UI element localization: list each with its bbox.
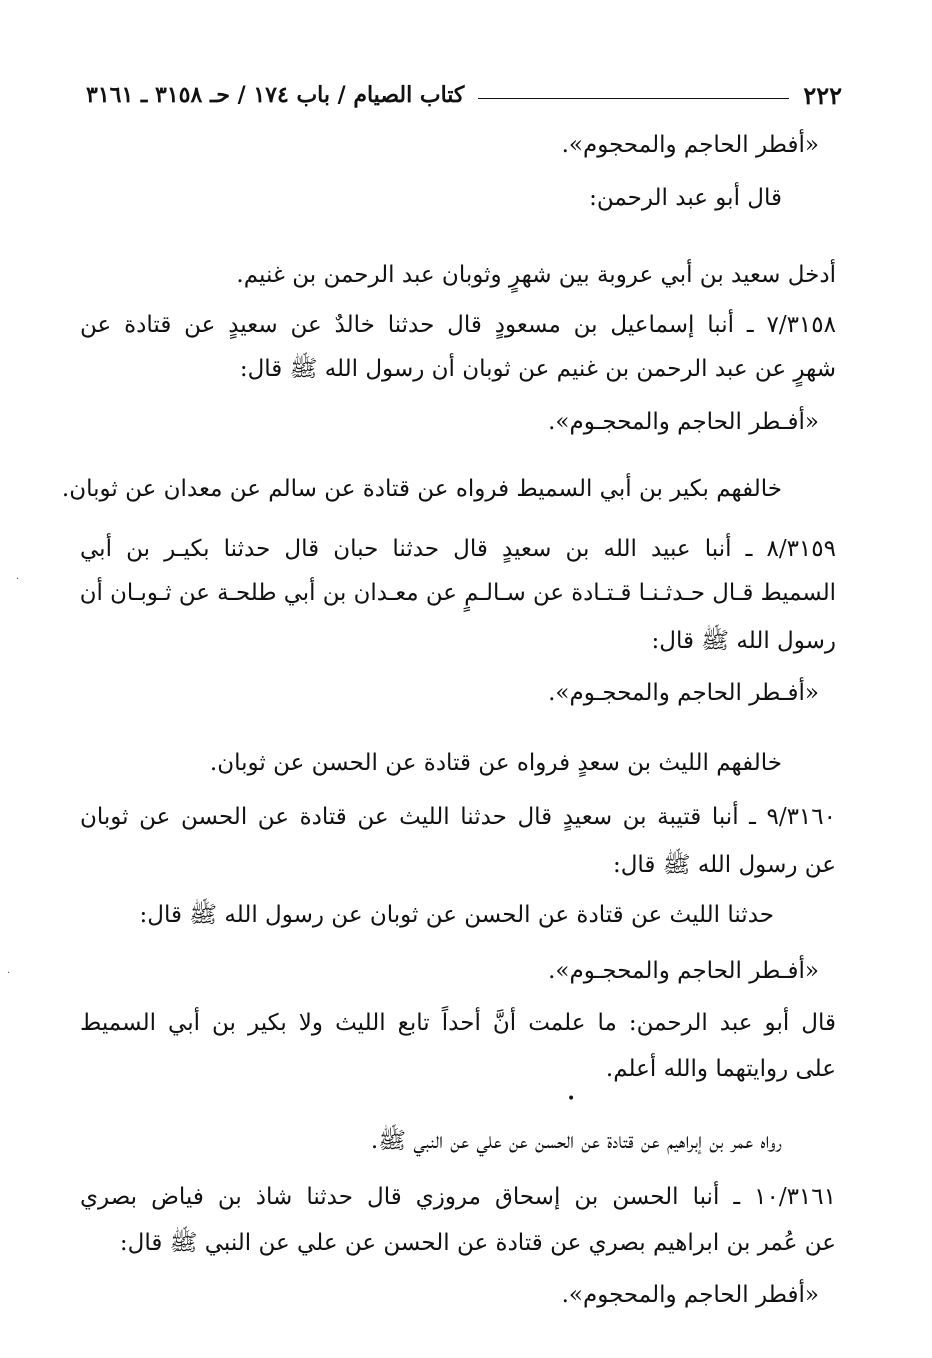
text-line: ١٠/٣١٦١ ـ أنبا الحسن بن إسحاق مروزي قال حدثنا شاذ بن فياض بصري bbox=[80, 1184, 836, 1210]
text-line: شهرٍ عن عبد الرحمن بن غنيم عن ثوبان أن رسول الله ﷺ قال: bbox=[239, 356, 836, 382]
text-line: قال أبو عبد الرحمن: ما علمت أنَّ أحداً تابع الليث ولا بكير بن أبي السميط bbox=[80, 1010, 836, 1036]
text-line: أدخل سعيد بن أبي عروبة بين شهرٍ وثوبان عبد الرحمن بن غنيم. bbox=[236, 262, 836, 288]
text-line: السميط قـال حـدثـنـا قـتـادة عن سـالـمٍ عن معـدان بن أبي طلحـة عن ثـوبـان أن bbox=[79, 580, 836, 606]
text-line: رواه عمر بن إبراهيم عن قتادة عن الحسن عن علي عن النبي ﷺ. bbox=[370, 1128, 782, 1154]
page-number: ٢٢٢ bbox=[803, 80, 842, 110]
text-line: «أفـطر الحاجم والمحجـوم». bbox=[548, 680, 819, 706]
scan-speck: · bbox=[7, 968, 11, 979]
text-line: عن عُمر بن ابراهيم بصري عن قتادة عن الحسن عن علي عن النبي ﷺ قال: bbox=[119, 1230, 836, 1256]
header-rule bbox=[478, 98, 789, 99]
text-line: خالفهم بكير بن أبي السميط فرواه عن قتادة عن سالم عن معدان عن ثوبان. bbox=[61, 476, 782, 502]
text-line: ٨/٣١٥٩ ـ أنبا عبيد الله بن سعيدٍ قال حدثنا حبان قال حدثنا بكيـر بن أبي bbox=[80, 536, 836, 562]
text-line: «أفطر الحاجم والمحجوم». bbox=[561, 1282, 819, 1308]
page-header bbox=[86, 78, 842, 112]
text-line: «أفـطر الحاجم والمحجـوم». bbox=[548, 958, 819, 984]
text-line: على روايتهما والله أعلم. bbox=[605, 1056, 836, 1082]
scan-speck: • bbox=[567, 1091, 576, 1107]
text-line: رسول الله ﷺ قال: bbox=[651, 628, 836, 654]
text-line: حدثنا الليث عن قتادة عن الحسن عن ثوبان عن رسول الله ﷺ قال: bbox=[139, 902, 774, 928]
running-title: كتاب الصيام / باب ١٧٤ / حـ ٣١٥٨ ـ ٣١٦١ bbox=[86, 82, 465, 108]
text-line: «أفـطر الحاجم والمحجـوم». bbox=[548, 409, 819, 435]
text-line: «أفطر الحاجم والمحجوم». bbox=[561, 132, 819, 158]
text-line: خالفهم الليث بن سعدٍ فرواه عن قتادة عن الحسن عن ثوبان. bbox=[209, 750, 782, 776]
text-line: عن رسول الله ﷺ قال: bbox=[612, 852, 836, 878]
text-line: ٧/٣١٥٨ ـ أنبا إسماعيل بن مسعودٍ قال حدثنا خالدٌ عن سعيدٍ عن قتادة عن bbox=[80, 312, 836, 338]
text-line: ٩/٣١٦٠ ـ أنبا قتيبة بن سعيدٍ قال حدثنا الليث عن قتادة عن الحسن عن ثوبان bbox=[80, 804, 836, 830]
text-line: قال أبو عبد الرحمن: bbox=[589, 185, 782, 211]
scan-speck: · bbox=[16, 574, 20, 585]
